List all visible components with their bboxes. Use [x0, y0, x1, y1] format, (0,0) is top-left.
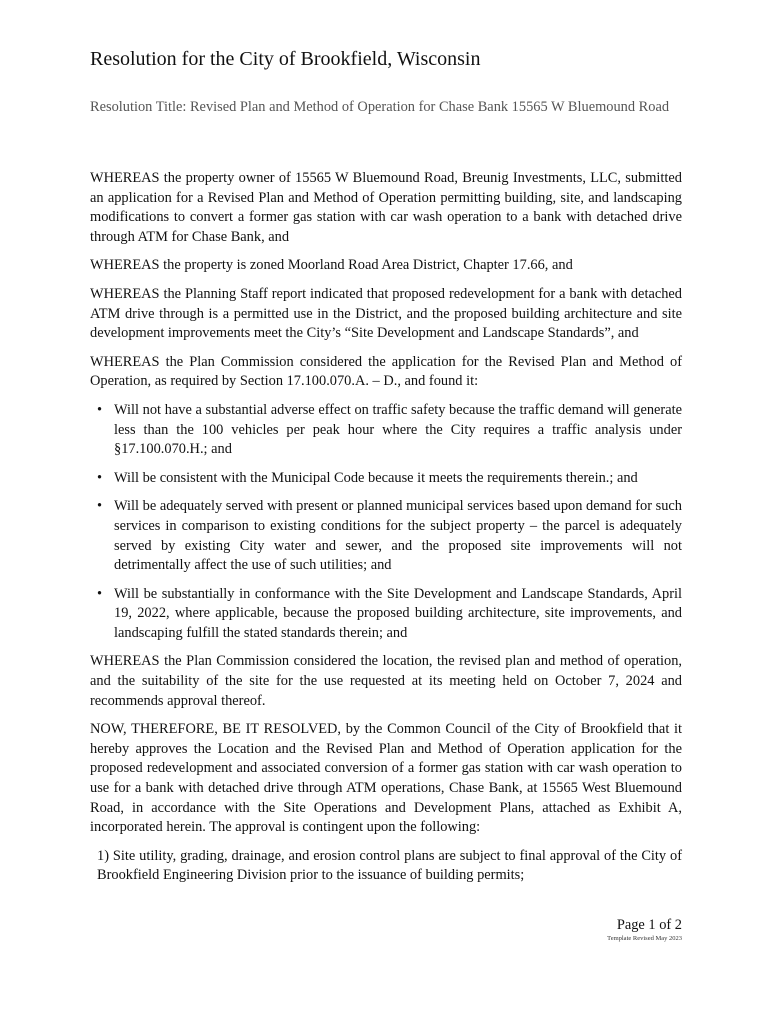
resolution-body — [90, 169, 682, 895]
page-number: Page 1 of 2 — [616, 917, 682, 933]
condition-1: 1) Site utility, grading, drainage, and erosion control plans are subject to final approval of the City of Brookfield Engineering Division prior to the issuance of building permits; — [97, 847, 682, 884]
bullet-icon: • — [97, 585, 103, 602]
list-item — [97, 585, 682, 644]
whereas-paragraph-3: WHEREAS the Planning Staff report indicated that proposed redevelopment for a bank with detached ATM drive through is a permitted use in the District, and the proposed building architecture and site development improvements meet the City’s “Site Development and Landscape Standards”, and — [90, 285, 682, 342]
bullet-icon: • — [97, 498, 103, 515]
template-revision-note: Template Revised May 2023 — [607, 935, 682, 942]
page-title: Resolution for the City of Brookfield, Wisconsin — [90, 48, 481, 70]
finding-text: Will be consistent with the Municipal Code because it meets the requirements therein.; and — [114, 469, 638, 486]
list-item — [97, 497, 682, 575]
list-item — [97, 469, 682, 489]
document-page — [90, 0, 682, 1024]
finding-text: Will be adequately served with present or planned municipal services based upon demand for such services in comparison to existing conditions for the subject property – the parcel is adequately served by existing City water and sewer, and the proposed site improvements will not detrimentally affect the use of such utilities; and — [114, 498, 682, 574]
resolution-title: Resolution Title: Revised Plan and Method of Operation for Chase Bank 15565 W Bluemound Road — [90, 99, 670, 115]
whereas-paragraph-4: WHEREAS the Plan Commission considered the application for the Revised Plan and Method of Operation, as required by Section 17.100.070.A. – D., and found it: — [90, 353, 682, 390]
list-item — [97, 401, 682, 460]
finding-text: Will not have a substantial adverse effect on traffic safety because the traffic demand will generate less than the 100 vehicles per peak hour where the City requires a traffic analysis under §17.100.070.H.; and — [114, 401, 682, 458]
bullet-icon: • — [97, 401, 103, 418]
bullet-icon: • — [97, 469, 103, 486]
finding-text: Will be substantially in conformance with the Site Development and Landscape Standards, April 19, 2022, where applicable, because the proposed building architecture, site improvements, and landscaping fulfill the stated standards therein; and — [114, 585, 682, 641]
findings-list — [90, 401, 682, 644]
whereas-paragraph-5: WHEREAS the Plan Commission considered the location, the revised plan and method of operation, and the suitability of the site for the use requested at its meeting held on October 7, 2024 and recommends approval thereof. — [90, 653, 682, 709]
resolved-paragraph: NOW, THEREFORE, BE IT RESOLVED, by the Common Council of the City of Brookfield that it hereby approves the Location and the Revised Plan and Method of Operation application for the proposed redevelopment and associated conversion of a former gas station with car wash operation to use for a bank with detached drive through ATM operations, Chase Bank, at 15565 West Bluemound Road, in accordance with the Site Operations and Development Plans, attached as Exhibit A, incorporated herein. The approval is contingent upon the following: — [90, 721, 682, 836]
whereas-paragraph-2: WHEREAS the property is zoned Moorland Road Area District, Chapter 17.66, and — [90, 257, 573, 274]
whereas-paragraph-1: WHEREAS the property owner of 15565 W Bluemound Road, Breunig Investments, LLC, submitted an application for a Revised Plan and Method of Operation permitting building, site, and landscaping modifications to convert a former gas station with car wash operation to a bank with detached drive through ATM for Chase Bank, and — [90, 170, 682, 245]
